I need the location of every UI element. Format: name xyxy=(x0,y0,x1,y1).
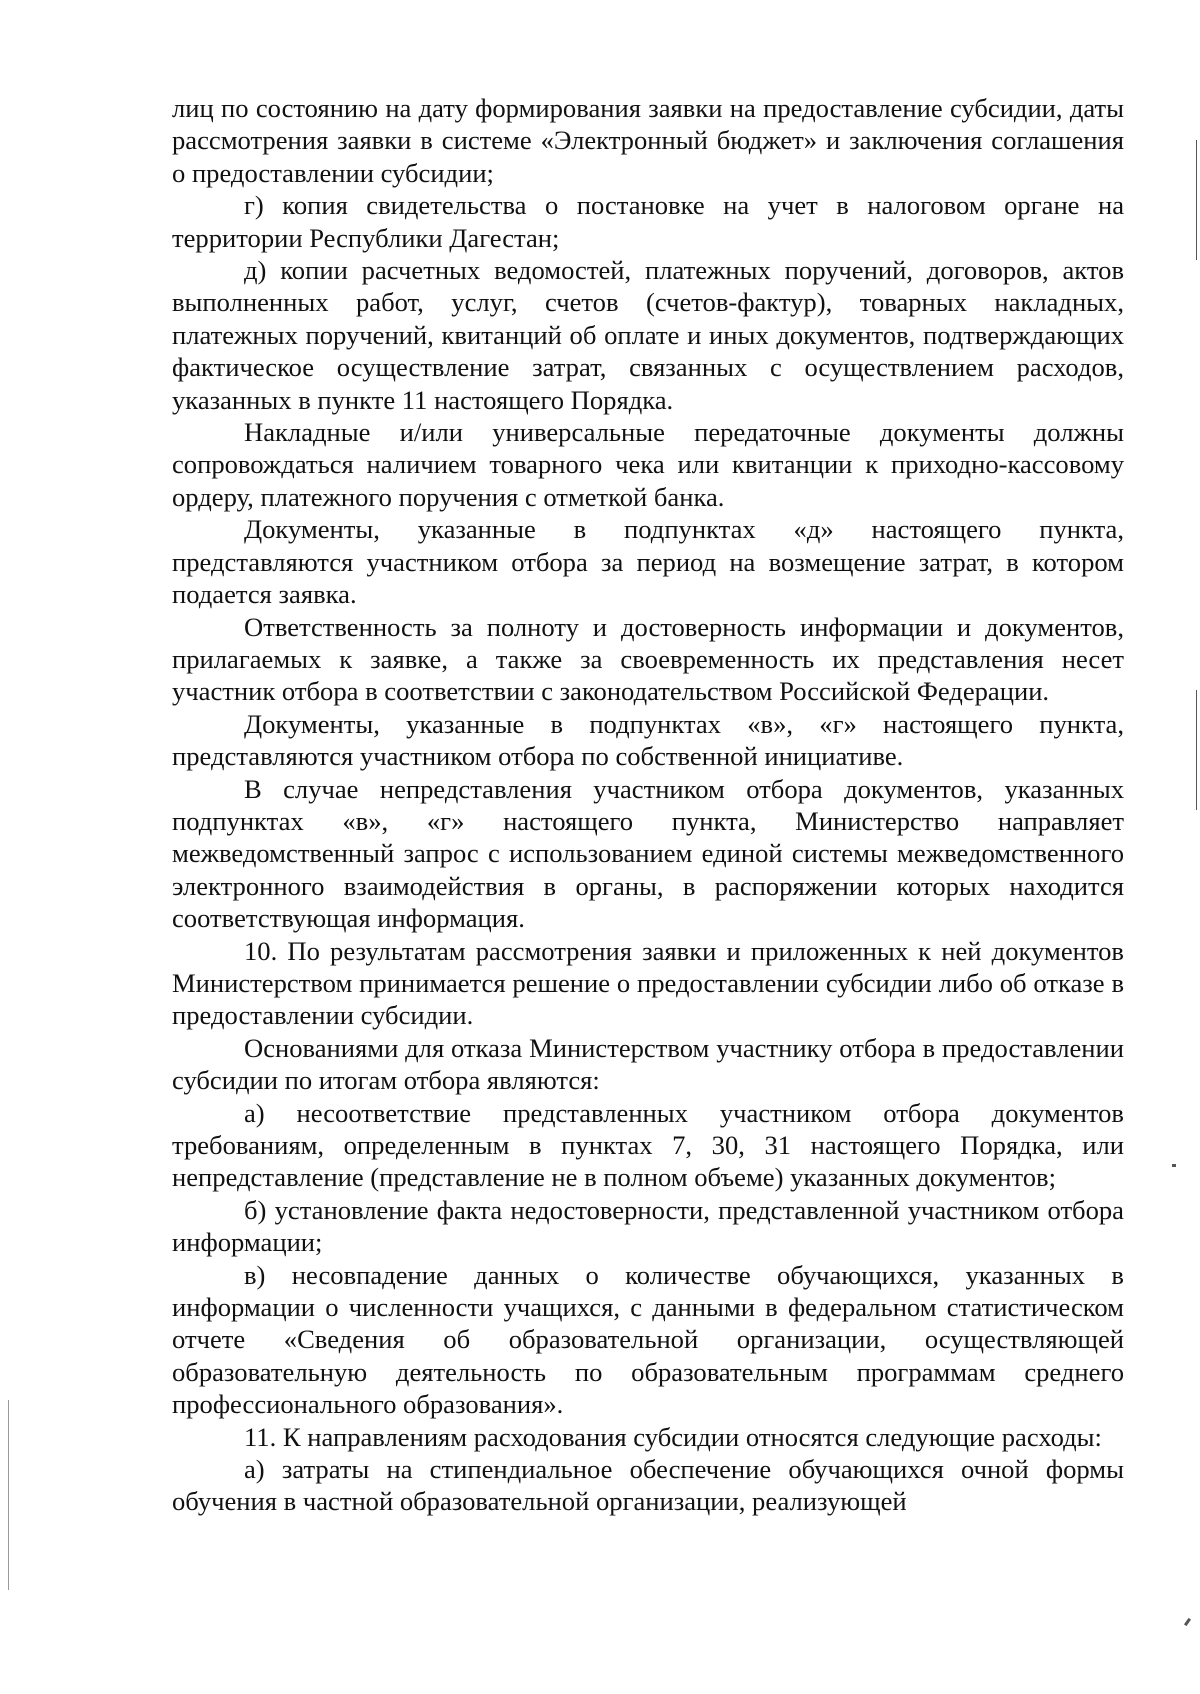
scan-edge-mark-middle xyxy=(1196,690,1197,810)
paragraph-item-v: в) несовпадение данных о количестве обучающихся, указанных в информации о численности учащихся, с данными в федеральном статистическом отчете «Сведения об образовательной организации, осуществляющей образовательную деятельность по образовательным программам среднего профессионального образования». xyxy=(172,1259,1124,1420)
scan-tick-mark xyxy=(1184,1618,1191,1626)
paragraph-responsibility: Ответственность за полноту и достоверность информации и документов, прилагаемых к заявке, а также за своевременность их представления несет участник отбора в соответствии с законодательством Российской Федерации. xyxy=(172,611,1124,707)
paragraph-item-b: б) установление факта недостоверности, представленной участником отбора информации; xyxy=(172,1194,1124,1258)
paragraph-item-a-expenses: а) затраты на стипендиальное обеспечение обучающихся очной формы обучения в частной образовательной организации, реализующей xyxy=(172,1454,1124,1517)
paragraph-item-d: д) копии расчетных ведомостей, платежных поручений, договоров, актов выполненных работ, услуг, счетов (счетов-фактур), товарных накладных, платежных поручений, квитанций об оплате и иных документов, подтверждающих фактическое осуществление затрат, связанных с осуществлением расходов, указанных в пункте 11 настоящего Порядка. xyxy=(172,255,1124,415)
scan-dot-mark xyxy=(1172,1164,1176,1167)
paragraph-item-a: а) несоответствие представленных участником отбора документов требованиям, определенным в пунктах 7, 30, 31 настоящего Порядка, или непредставление (представление не в полном объеме) указанных документов; xyxy=(172,1097,1124,1193)
paragraph-invoices: Накладные и/или универсальные передаточные документы должны сопровождаться наличием товарного чека или квитанции к приходно-кассовому ордеру, платежного поручения с отметкой банка. xyxy=(172,417,1124,512)
paragraph-section-10: 10. По результатам рассмотрения заявки и приложенных к ней документов Министерством принимается решение о предоставлении субсидии либо об отказе в предоставлении субсидии. xyxy=(172,935,1124,1031)
paragraph-own-initiative: Документы, указанные в подпунктах «в», «г» настоящего пункта, представляются участником отбора по собственной инициативе. xyxy=(172,708,1124,772)
paragraph-continuation: лиц по состоянию на дату формирования заявки на предоставление субсидии, даты рассмотрения заявки в системе «Электронный бюджет» и заключения соглашения о предоставлении субсидии; xyxy=(172,93,1124,188)
scan-edge-mark-top xyxy=(1196,140,1197,260)
scan-edge-mark-left xyxy=(8,1400,9,1590)
paragraph-documents-period: Документы, указанные в подпунктах «д» настоящего пункта, представляются участником отбора за период на возмещение затрат, в котором подается заявка. xyxy=(172,514,1124,610)
paragraph-section-11: 11. К направлениям расходования субсидии относятся следующие расходы: xyxy=(244,1421,1102,1452)
paragraph-refusal-grounds: Основаниями для отказа Министерством участнику отбора в предоставлении субсидии по итогам отбора являются: xyxy=(172,1032,1124,1096)
document-body xyxy=(172,92,1124,1518)
paragraph-interagency-request: В случае непредставления участником отбора документов, указанных подпунктах «в», «г» настоящего пункта, Министерство направляет межведомственный запрос с использованием единой системы межведомственного электронного взаимодействия в органы, в распоряжении которых находится соответствующая информация. xyxy=(172,773,1124,934)
paragraph-item-g: г) копия свидетельства о постановке на учет в налоговом органе на территории Республики Дагестан; xyxy=(172,190,1124,253)
